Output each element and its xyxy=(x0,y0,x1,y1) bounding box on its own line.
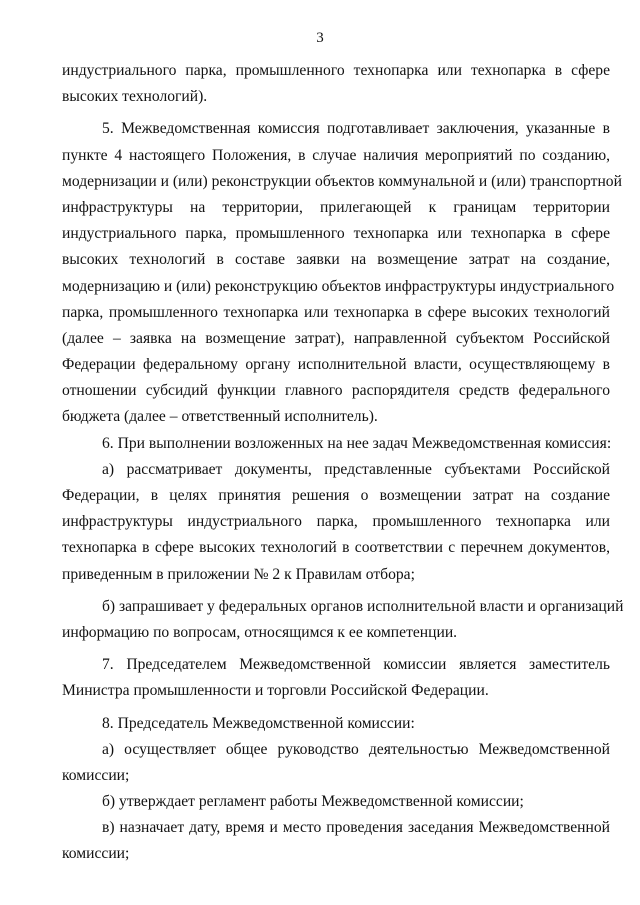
text-line: высоких технологий в составе заявки на возмещение затрат на создание, xyxy=(62,251,610,269)
text-line: а) осуществляет общее руководство деятельностью Межведомственной xyxy=(102,740,610,758)
text-line: в) назначает дату, время и место проведения заседания Межведомственной xyxy=(102,819,610,837)
document-body xyxy=(62,58,624,868)
page-number: 3 xyxy=(316,30,324,46)
text-line: модернизации и (или) реконструкции объектов коммунальной и (или) транспортной xyxy=(62,172,622,190)
text-line: пункте 4 настоящего Положения, в случае наличия мероприятий по созданию, xyxy=(62,146,610,164)
text-line: индустриального парка, промышленного технопарка или технопарка в сфере xyxy=(62,225,610,243)
text-line: информацию по вопросам, относящимся к ее компетенции. xyxy=(62,623,458,641)
text-line: высоких технологий). xyxy=(62,88,208,106)
text-line: 5. Межведомственная комиссия подготавливает заключения, указанные в xyxy=(102,120,610,138)
text-line: 6. При выполнении возложенных на нее задач Межведомственная комиссия: xyxy=(102,434,612,452)
text-line: инфраструктуры индустриального парка, промышленного технопарка или xyxy=(62,513,610,531)
text-line: технопарка в сфере высоких технологий в соответствии с перечнем документов, xyxy=(62,539,610,557)
text-line: Министра промышленности и торговли Российской Федерации. xyxy=(62,682,489,700)
text-line: комиссии; xyxy=(62,766,130,784)
text-line: б) запрашивает у федеральных органов исполнительной власти и организаций xyxy=(102,597,624,615)
text-line: Федерации федеральному органу исполнительной власти, осуществляющему в xyxy=(62,356,610,374)
text-line: индустриального парка, промышленного технопарка или технопарка в сфере xyxy=(62,62,610,79)
text-line: а) рассматривает документы, представленные субъектами Российской xyxy=(102,460,610,478)
text-line: 7. Председателем Межведомственной комиссии является заместитель xyxy=(102,656,610,674)
text-line: Федерации, в целях принятия решения о возмещении затрат на создание xyxy=(62,487,610,504)
text-line: (далее – заявка на возмещение затрат), направленной субъектом Российской xyxy=(62,329,610,347)
text-line: б) утверждает регламент работы Межведомственной комиссии; xyxy=(102,793,524,811)
text-line: модернизацию и (или) реконструкцию объектов инфраструктуры индустриального xyxy=(62,277,615,295)
text-line: инфраструктуры на территории, прилегающей к границам территории xyxy=(62,198,610,216)
text-line: отношении субсидий функции главного распорядителя средств федерального xyxy=(62,382,610,400)
text-line: 8. Председатель Межведомственной комиссии: xyxy=(102,714,415,732)
text-line: парка, промышленного технопарка или технопарка в сфере высоких технологий xyxy=(62,303,610,321)
text-line: приведенным в приложении № 2 к Правилам отбора; xyxy=(62,565,415,583)
text-line: бюджета (далее – ответственный исполнитель). xyxy=(62,408,378,426)
text-line: комиссии; xyxy=(62,845,130,863)
